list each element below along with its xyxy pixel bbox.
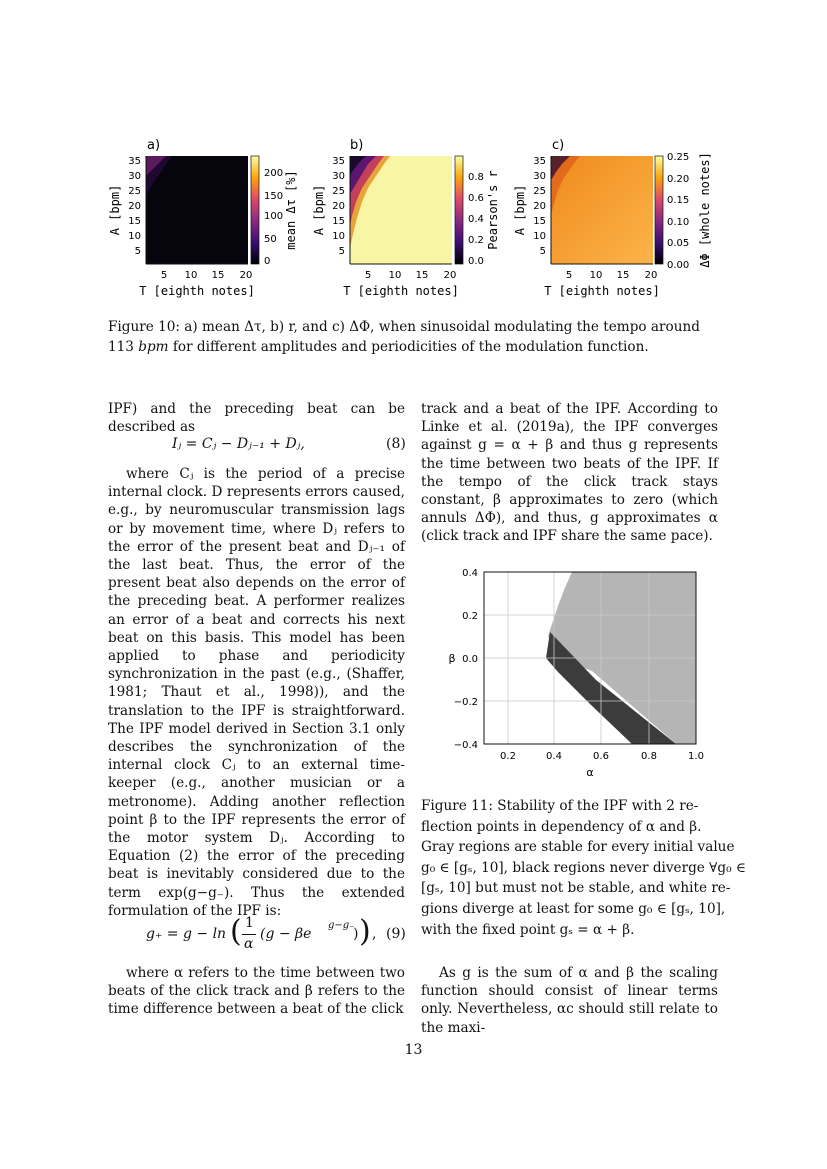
panel-a [108,138,298,298]
xtick: 10 [184,270,198,281]
panel-b [312,138,500,298]
panel-b-letter: b) [350,138,364,153]
heatmap-a [146,156,248,264]
cbar-tick: 0.05 [667,238,690,249]
colorbar-c [655,156,663,264]
eq9-frac-bar [242,934,256,935]
equation-9 [146,912,376,956]
xtick: 5 [565,270,573,281]
cbar-tick: 0.25 [667,152,690,163]
colorbar-a-label: mean Δτ [%] [284,170,298,250]
ytick: 5 [539,246,546,257]
cbar-tick: 0.2 [468,235,484,246]
cbar-tick: 0.4 [468,214,484,225]
caption-line: with the fixed point gₛ = α + β. [421,921,635,938]
cbar-tick: 0.8 [468,172,484,183]
cbar-tick: 0.20 [667,174,690,185]
ytick: 10 [128,231,141,242]
left-para-3: where α refers to the time between two beats of the click track and β refers to the time difference between a beat of the click [108,965,405,1018]
caption-line [108,337,720,357]
fig11-xticks [500,751,704,762]
ytick: 15 [128,216,141,227]
cbar-tick: 0.6 [468,193,484,204]
panel-c-xlabel: T [eighth notes] [544,284,660,298]
ytick: −0.2 [453,697,478,708]
colorbar-b [455,156,463,264]
caption-line: g₀ ∈ [gₛ, 10], black regions never diverge ∀g₀ ∈ [421,859,746,876]
caption-line: Gray regions are stable for every initial value [421,839,735,856]
xtick: 20 [644,270,658,281]
panel-c-letter: c) [552,138,565,153]
tempo-unit: bpm [138,339,169,355]
panel-a-xticks [161,270,253,281]
ytick: 15 [533,216,546,227]
ytick: 35 [128,156,141,167]
panel-b-ylabel: A [bpm] [312,184,326,236]
equation-8-number: (8) [386,436,406,452]
cbar-tick: 0.10 [667,217,690,228]
eq9-comma: , [372,926,377,942]
panel-c [513,138,712,298]
page-number: 13 [404,1042,423,1058]
cbar-tick: 0.00 [667,260,690,271]
fig11-xlabel: α [586,766,594,779]
eq9-exponent: g−g₋ [328,920,355,931]
caption-line: Figure 10: a) mean Δτ, b) r, and c) ΔΦ, when sinusoidal modulating the tempo around [108,319,700,335]
xtick: 5 [160,270,168,281]
xtick: 0.8 [641,751,657,762]
ytick: 15 [332,216,345,227]
xtick: 15 [616,270,630,281]
fig11-yticks [454,568,478,751]
panel-a-xlabel: T [eighth notes] [139,284,255,298]
xtick: 0.2 [500,751,516,762]
ytick: 5 [338,246,345,257]
cbar-tick: 0.0 [468,256,484,267]
cbar-tick: 100 [264,211,284,222]
figure-10-caption [108,317,720,357]
eq9-close-paren: ) [359,914,371,949]
left-para-1: IPF) and the preceding beat can be described as [108,401,405,436]
caption-rest: for different amplitudes and periodicities of the modulation function. [168,339,649,355]
ytick: 25 [533,186,546,197]
eq9-close-inner: ) [353,926,359,942]
ytick: 10 [533,231,546,242]
panel-c-ylabel: A [bpm] [513,184,527,236]
ytick: −0.4 [453,740,478,751]
eq9-inner: (g − βe [260,926,312,942]
panel-a-ylabel: A [bpm] [108,184,122,236]
xtick: 10 [388,270,402,281]
xtick: 10 [589,270,603,281]
ytick: 20 [332,201,345,212]
xtick: 0.6 [593,751,609,762]
cbar-tick: 150 [264,191,284,202]
ytick: 20 [533,201,546,212]
equation-9-number: (9) [386,926,406,942]
cbar-tick: 0 [264,256,271,267]
panel-a-yticks [128,156,141,257]
tempo-value: 113 [108,339,139,355]
fig11-ylabel: β [448,652,456,665]
figure-11 [440,562,710,784]
right-para-1: track and a beat of the IPF. According to Linke et al. (2019a), the IPF converges against g = α + β and thus g represents the time between two beats of the IPF. If the tempo of the click track stays constant, β approximates to zero (which annuls ΔΦ), and thus, g approximates α (click track and IPF share the same pace). [421,401,718,545]
ytick: 30 [332,171,345,182]
eq9-frac-den: α [244,936,254,952]
caption-line: flection points in dependency of α and β. [421,818,702,835]
ytick: 30 [533,171,546,182]
ytick: 35 [332,156,345,167]
left-column [108,400,405,436]
xtick: 5 [364,270,372,281]
ytick: 30 [128,171,141,182]
ytick: 25 [128,186,141,197]
xtick: 20 [239,270,253,281]
panel-a-letter: a) [147,138,161,153]
ytick: 5 [134,246,141,257]
caption-line: gions diverge at least for some g₀ ∈ [gₛ, 10], [421,900,726,917]
caption-line: Figure 11: Stability of the IPF with 2 re- [421,798,699,814]
figure-10 [100,130,730,310]
left-para-2: where Cⱼ is the period of a precise internal clock. D represents errors caused, e.g., by neuromuscular transmission lags or by movement time, where Dⱼ refers to the error of the present beat and Dⱼ₋₁ of the last beat. Thus, the error of the present beat also depends on the error of the preceding beat. A performer realizes an error of a beat and corrects his next beat on this basis. This model has been applied to phase and periodicity synchronization in the past (e.g., (Shaffer, 1981; Thaut et al., 1998)), and the translation to the IPF is straightforward. The IPF model derived in Section 3.1 only describes the synchronization of the internal clock Cⱼ to an external time-keeper (e.g., another musician or a metronome). Adding another reflection point β to the IPF represents the error of the motor system Dⱼ. According to Equation (2) the error of the preceding beat is inevitably considered due to the term exp(g−g₋). Thus the extended formulation of the IPF is: [108,466,405,919]
equation-8: Iⱼ = Cⱼ − Dⱼ₋₁ + Dⱼ, [172,436,305,452]
ytick: 0.0 [462,654,478,665]
cbar-tick: 200 [264,168,284,179]
ytick: 35 [533,156,546,167]
xtick: 15 [211,270,225,281]
colorbar-a [251,156,259,264]
cbar-tick: 0.15 [667,195,690,206]
ytick: 20 [128,201,141,212]
colorbar-c-label: ΔΦ [whole notes] [698,152,712,268]
ytick: 25 [332,186,345,197]
colorbar-a-ticks [264,168,283,267]
colorbar-b-label: Pearson's r [486,170,500,250]
eq9-frac-num: 1 [245,915,254,931]
ytick: 0.2 [462,611,478,622]
eq9-lhs: g₊ = g − ln [146,926,227,942]
ytick: 0.4 [462,568,478,579]
cbar-tick: 50 [264,234,277,245]
ytick: 10 [332,231,345,242]
eq9-open-paren: ( [230,914,242,949]
caption-line: [gₛ, 10] but must not be stable, and white re- [421,880,731,897]
xtick: 0.4 [546,751,562,762]
xtick: 20 [443,270,457,281]
xtick: 15 [415,270,429,281]
xtick: 1.0 [688,751,704,762]
panel-b-xlabel: T [eighth notes] [343,284,459,298]
right-para-2: As g is the sum of α and β the scaling function should consist of linear terms only. Nevertheless, αc should still relate to the maxi- [421,965,718,1036]
figure-11-caption [421,796,746,940]
